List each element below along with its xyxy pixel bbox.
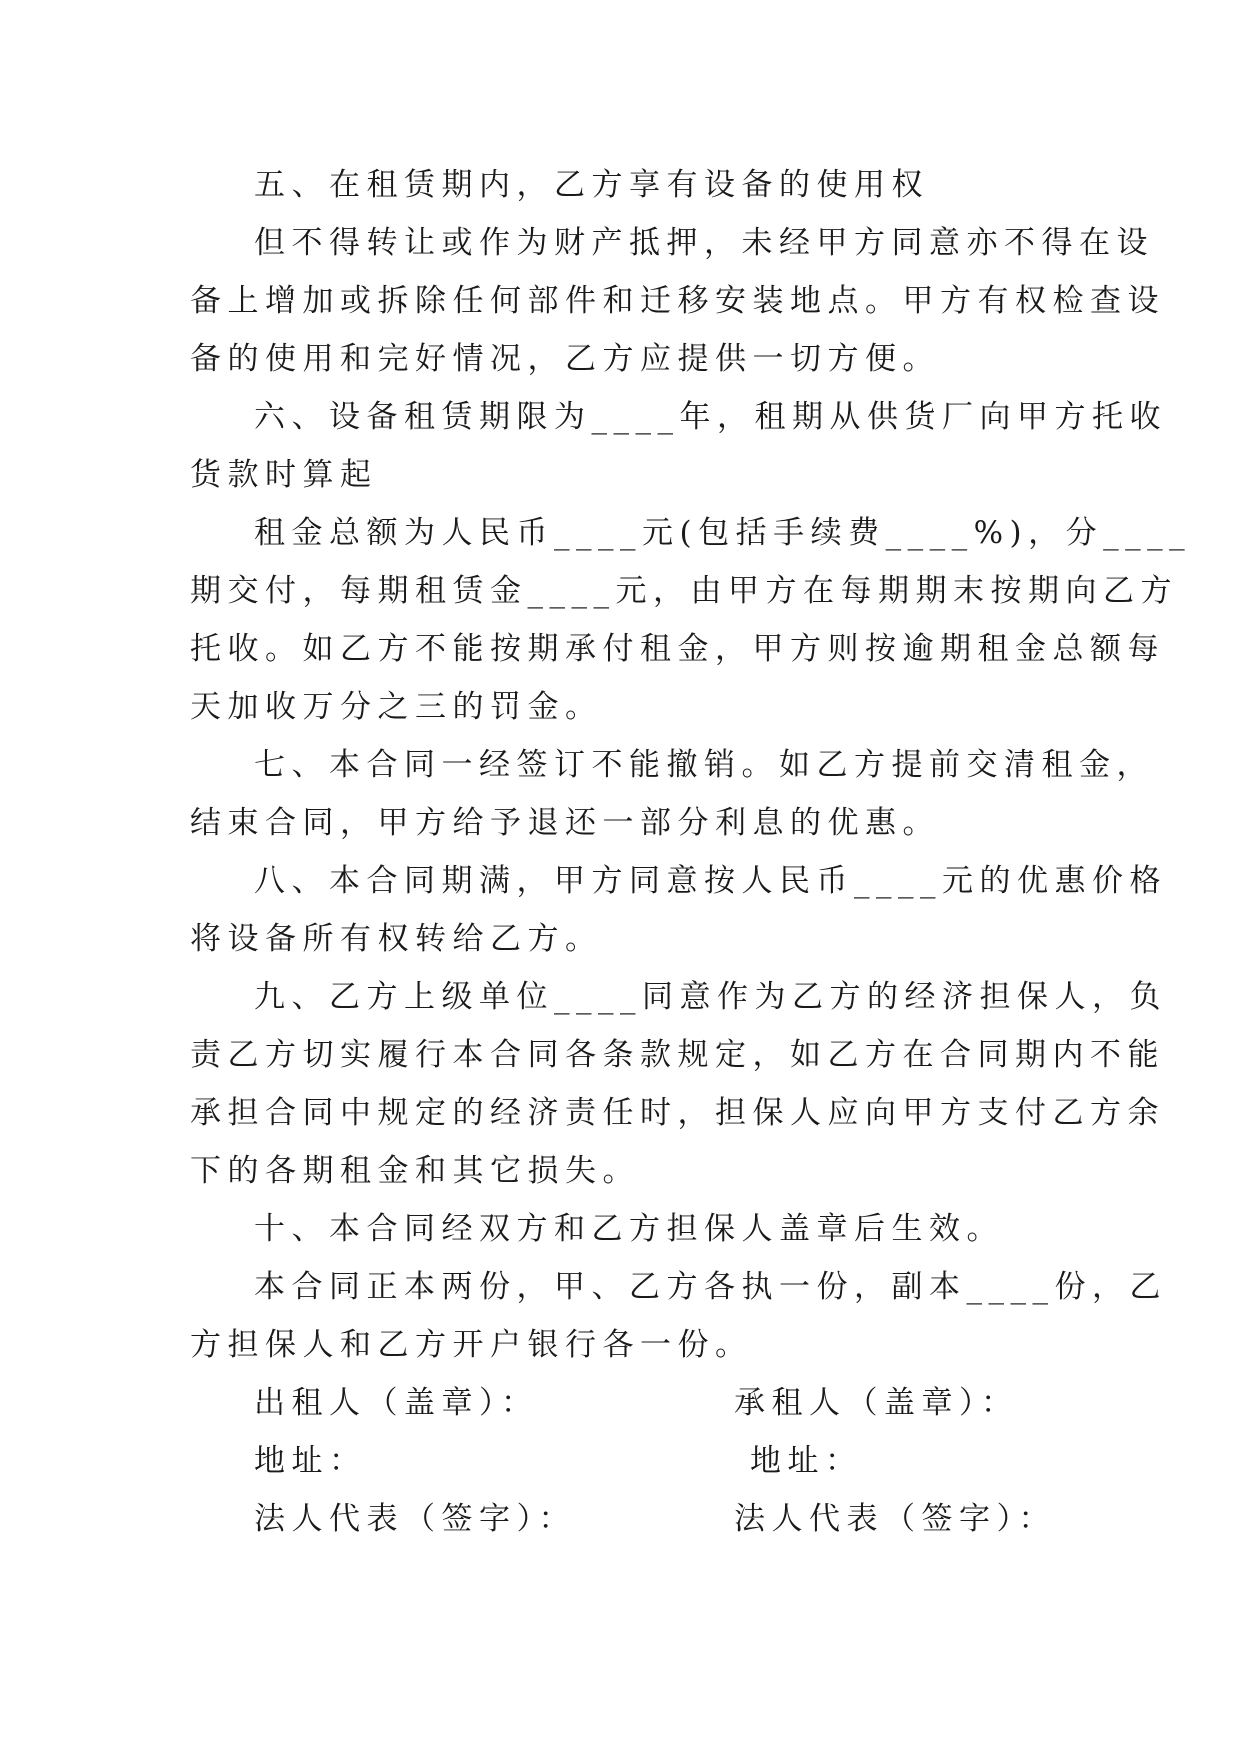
paragraph-line: 将设备所有权转给乙方。 (190, 921, 603, 957)
paragraph-line: 责乙方切实履行本合同各条款规定，如乙方在合同期内不能 (190, 1037, 1165, 1073)
paragraph-line: 备的使用和完好情况，乙方应提供一切方便。 (190, 341, 940, 377)
signature-row-address (190, 1432, 1050, 1490)
paragraph-line: 天加收万分之三的罚金。 (190, 689, 603, 725)
signature-row-representative (190, 1490, 1056, 1548)
lessor-address-label: 地址： (254, 1443, 367, 1479)
paragraph-line: 期交付，每期租赁金____元，由甲方在每期期末按期向乙方 (190, 573, 1178, 609)
paragraph-line: 七、本合同一经签订不能撤销。如乙方提前交清租金， (254, 747, 1154, 783)
paragraph-line: 承担合同中规定的经济责任时，担保人应向甲方支付乙方余 (190, 1095, 1165, 1131)
paragraph-line: 八、本合同期满，甲方同意按人民币____元的优惠价格 (254, 863, 1167, 899)
paragraph-line: 五、在租赁期内，乙方享有设备的使用权 (254, 167, 929, 203)
paragraph-line: 租金总额为人民币____元(包括手续费____%)，分____ (254, 515, 1192, 551)
paragraph-line: 但不得转让或作为财产抵押，未经甲方同意亦不得在设 (254, 225, 1154, 261)
lessee-address-label: 地址： (750, 1443, 863, 1479)
contract-body (190, 156, 1192, 1548)
paragraph-line: 备上增加或拆除任何部件和迁移安装地点。甲方有权检查设 (190, 283, 1165, 319)
paragraph-line: 托收。如乙方不能按期承付租金，甲方则按逾期租金总额每 (190, 631, 1165, 667)
paragraph-line: 下的各期租金和其它损失。 (190, 1153, 640, 1189)
lessee-seal-label: 承租人（盖章）： (734, 1385, 1019, 1421)
lessee-rep-label: 法人代表（签字）： (734, 1501, 1056, 1537)
paragraph-line: 本合同正本两份，甲、乙方各执一份，副本____份，乙 (254, 1269, 1167, 1305)
paragraph-line: 九、乙方上级单位____同意作为乙方的经济担保人，负 (254, 979, 1167, 1015)
lessor-rep-label: 法人代表（签字）： (254, 1501, 576, 1537)
paragraph-line: 结束合同，甲方给予退还一部分利息的优惠。 (190, 805, 940, 841)
paragraph-line: 方担保人和乙方开户银行各一份。 (190, 1327, 753, 1363)
paragraph-line: 六、设备租赁期限为____年，租期从供货厂向甲方托收 (254, 399, 1167, 435)
paragraph-line: 十、本合同经双方和乙方担保人盖章后生效。 (254, 1211, 1004, 1247)
signature-row-seal (190, 1374, 1050, 1432)
paragraph-line: 货款时算起 (190, 457, 378, 493)
lessor-seal-label: 出租人（盖章）： (254, 1385, 539, 1421)
